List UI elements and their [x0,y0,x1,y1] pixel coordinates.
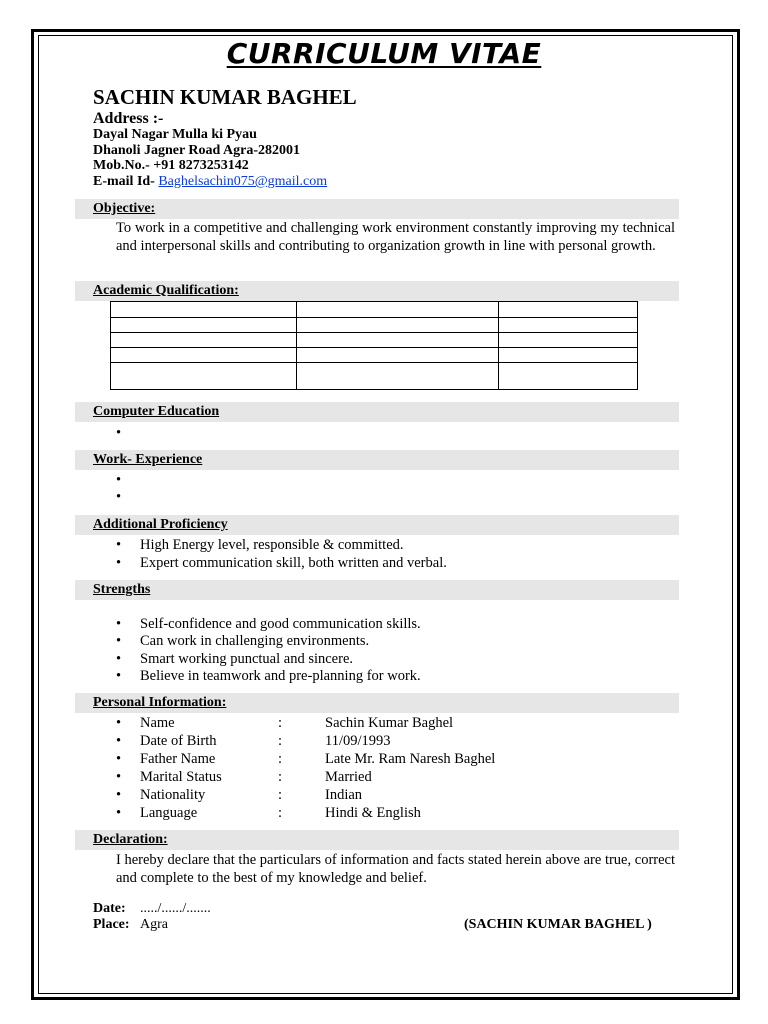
table-cell [499,348,638,363]
bullet-icon: • [116,616,122,632]
table-cell [296,363,499,390]
personal-info-value: 11/09/1993 [325,733,391,749]
personal-info-row [116,805,676,822]
bullet-icon: • [116,472,122,488]
table-cell [296,302,499,318]
personal-info-value: Sachin Kumar Baghel [325,715,454,731]
table-row [111,318,638,333]
personal-section-bar [75,693,679,713]
table-cell [499,333,638,348]
academic-table [110,301,638,390]
personal-info-value: Hindi & English [325,805,421,821]
personal-info-label: Nationality [140,787,206,803]
personal-info-label: Marital Status [140,769,222,785]
personal-info-row [116,769,676,786]
work-heading: Work- Experience [93,452,203,467]
table-cell [111,348,297,363]
bullet-icon: • [116,805,122,821]
personal-info-colon: : [278,805,283,821]
work-section-bar [75,450,679,470]
strengths-section-bar [75,580,679,600]
table-cell [296,318,499,333]
computer-section-bar [75,402,679,422]
bullet-icon: • [116,715,122,731]
personal-info-label: Date of Birth [140,733,217,749]
additional-heading: Additional Proficiency [93,517,228,532]
personal-info-colon: : [278,769,283,785]
table-row [111,302,638,318]
table-cell [499,318,638,333]
place-label: Place: [93,917,130,932]
strength-item-text: Smart working punctual and sincere. [140,651,354,667]
table-cell [111,318,297,333]
bullet-icon: • [116,787,122,803]
bullet-icon: • [116,633,122,649]
additional-item-text: High Energy level, responsible & committed. [140,537,404,553]
personal-info-label: Name [140,715,175,731]
additional-item-text: Expert communication skill, both written and verbal. [140,555,447,571]
additional-section-bar [75,515,679,535]
table-cell [111,302,297,318]
personal-info-row [116,787,676,804]
bullet-icon: • [116,425,122,441]
strengths-heading: Strengths [93,582,151,597]
computer-heading: Computer Education [93,404,220,419]
bullet-icon: • [116,751,122,767]
strength-item-text: Can work in challenging environments. [140,633,370,649]
bullet-icon: • [116,555,122,571]
table-row [111,363,638,390]
personal-info-colon: : [278,787,283,803]
document-title: CURRICULUM VITAE [226,37,542,70]
bullet-icon: • [116,668,122,684]
personal-info-label: Language [140,805,198,821]
signature-name: (SACHIN KUMAR BAGHEL ) [464,917,652,932]
objective-heading: Objective: [93,201,156,216]
table-cell [499,363,638,390]
strength-item-text: Self-confidence and good communication skills. [140,616,421,632]
table-cell [111,333,297,348]
declaration-text: I hereby declare that the particulars of information and facts stated herein above are true, correct and complete to the best of my knowledge and belief. [116,852,675,886]
academic-heading: Academic Qualification: [93,283,239,298]
personal-info-colon: : [278,733,283,749]
date-value: ...../....../....... [140,901,211,916]
declaration-heading: Declaration: [93,832,168,847]
address-line-2: Dhanoli Jagner Road Agra-282001 [93,143,301,158]
personal-info-label: Father Name [140,751,216,767]
address-line-1: Dayal Nagar Mulla ki Pyau [93,127,257,142]
bullet-icon: • [116,537,122,553]
declaration-section-bar [75,830,679,850]
personal-info-row [116,715,676,732]
table-cell [111,363,297,390]
email-link[interactable]: Baghelsachin075@gmail.com [158,174,328,189]
academic-section-bar [75,281,679,301]
personal-info-value: Indian [325,787,363,803]
personal-info-row [116,751,676,768]
date-label: Date: [93,901,126,916]
objective-text: To work in a competitive and challenging work environment constantly improving my technical and interpersonal skills and contributing to organization growth in line with personal growth. [116,220,675,254]
bullet-icon: • [116,489,122,505]
personal-info-colon: : [278,715,283,731]
objective-section-bar [75,199,679,219]
email-label: E-mail Id- [93,174,159,189]
table-row [111,348,638,363]
personal-info-value: Late Mr. Ram Naresh Baghel [325,751,496,767]
strength-item-text: Believe in teamwork and pre-planning for work. [140,668,421,684]
bullet-icon: • [116,769,122,785]
table-cell [296,348,499,363]
table-row [111,333,638,348]
personal-heading: Personal Information: [93,695,227,710]
candidate-name: SACHIN KUMAR BAGHEL [93,85,357,109]
bullet-icon: • [116,651,122,667]
personal-info-colon: : [278,751,283,767]
bullet-icon: • [116,733,122,749]
email-line [93,174,327,190]
place-value: Agra [140,917,168,932]
table-cell [296,333,499,348]
address-label: Address :- [93,110,164,127]
personal-info-row [116,733,676,750]
mobile-number: Mob.No.- +91 8273253142 [93,158,249,173]
table-cell [499,302,638,318]
personal-info-value: Married [325,769,372,785]
